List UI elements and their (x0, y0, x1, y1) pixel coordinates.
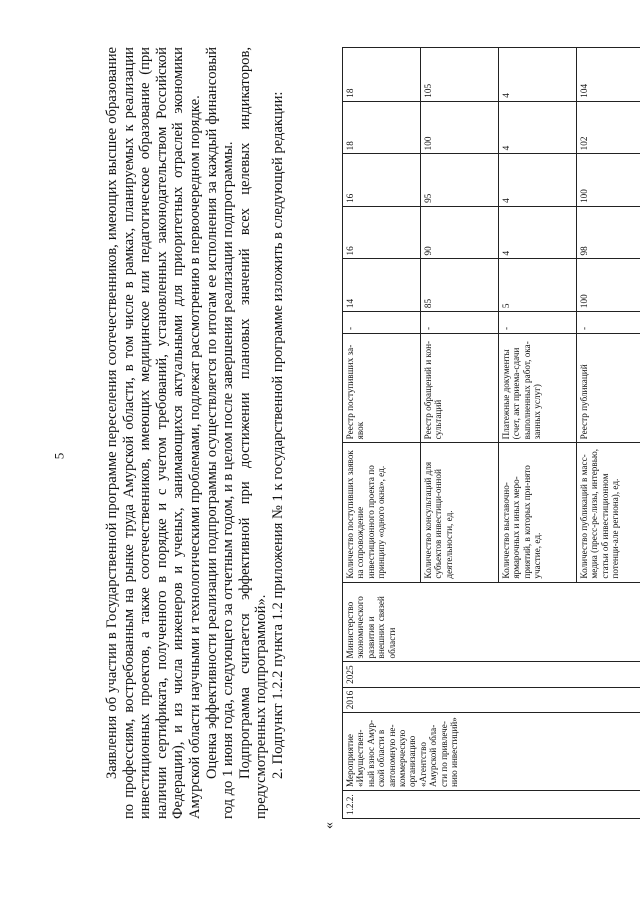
table-wrapper (342, 47, 640, 819)
value-cell: 16 (343, 206, 421, 259)
end-year-cell: 2025 (343, 662, 640, 687)
value-cell: 16 (343, 154, 421, 207)
start-year-cell: 2016 (343, 687, 640, 712)
value-cell: 98 (577, 206, 640, 259)
value-cell: 5 (499, 259, 577, 312)
measure-cell: Мероприятие «Имуществен-ный взнос Амур-ской области в автономную не-коммерческую организацию «Агентство Амурской обла-сти по привлече-нию инвестиций» (343, 713, 640, 791)
base-value-cell: - (499, 312, 577, 334)
value-cell: 4 (499, 48, 577, 102)
quote-mark: « (322, 822, 337, 829)
value-cell: 100 (577, 154, 640, 207)
value-cell: 4 (499, 101, 577, 154)
source-cell: Реестр публикаций (577, 333, 640, 442)
value-cell: 105 (421, 48, 499, 102)
value-cell: 18 (343, 101, 421, 154)
value-cell: 100 (421, 101, 499, 154)
indicator-cell: Количество консультаций для субъектов инвестици-онной деятельности, ед. (421, 443, 499, 582)
value-cell: 104 (577, 48, 640, 102)
value-cell: 95 (421, 154, 499, 207)
paragraph: Заявления об участии в Государственной программе переселения соотечественников, имеющих высшее образование по профессиям, востребованным на рынке труда Амурской области, в том числе в рамках, планируемых к реализации инвестиционных проектов, а также соотечественников, имеющих медицинское или педагогическое образование (при наличии сертификата, полученного в порядке и с учетом требований, установленных законодательством Российской Федерации), и из числа инженеров и ученых, занимающихся актуальными для приоритетных отраслей экономики Амурской области научными и технологическими проблемами, подлежат рассмотрению в первоочередном порядке. (104, 47, 203, 819)
item-number-cell: 1.2.2. (343, 791, 640, 819)
value-cell: 102 (577, 101, 640, 154)
indicator-cell: Количество выставочно-ярмарочных и иных меро-приятий, в которых при-нято участие, ед. (499, 443, 577, 582)
base-value-cell: - (421, 312, 499, 334)
value-cell: 14 (343, 259, 421, 312)
indicators-table (342, 47, 640, 819)
base-value-cell: - (343, 312, 421, 334)
executor-cell: Министерство экономического развития и внешних связей области (343, 582, 640, 662)
value-cell: 4 (499, 154, 577, 207)
paragraph: Оценка эффективности реализации подпрограммы осуществляется по итогам ее исполнения за каждый финансовый год до 1 июня года, следующего за отчетным годом, и в целом после завершения реализации подпрограммы. (203, 47, 237, 819)
page-number: 5 (51, 452, 67, 460)
paragraph: Подпрограмма считается эффективной при достижении плановых значений всех целевых индикаторов, предусмотренных подпрограммой». (236, 47, 270, 819)
base-value-cell: - (577, 312, 640, 334)
paragraph: 2. Подпункт 1.2.2 пункта 1.2 приложения № 1 к государственной программе изложить в следующей редакции: (269, 91, 286, 779)
value-cell: 100 (577, 259, 640, 312)
value-cell: 18 (343, 48, 421, 102)
body-text (104, 47, 287, 819)
value-cell: 90 (421, 206, 499, 259)
source-cell: Реестр обращений и кон-сультаций (421, 333, 499, 442)
table-row (343, 48, 421, 819)
value-cell: 85 (421, 259, 499, 312)
indicator-cell: Количество публикаций в масс-медиа (пресс-ре-лизы, интервью, статьи об инвестиционном потенци-але региона), ед. (577, 443, 640, 582)
value-cell: 4 (499, 206, 577, 259)
source-cell: Реестр поступивших за-явок (343, 333, 421, 442)
source-cell: Платежные документы (счет, акт приема-сдачи выполненных работ, ока-занных услуг) (499, 333, 577, 442)
indicator-cell: Количество поступивших заявок на сопровождение инвестиционного проекта по принципу «одного окна», ед. (343, 443, 421, 582)
